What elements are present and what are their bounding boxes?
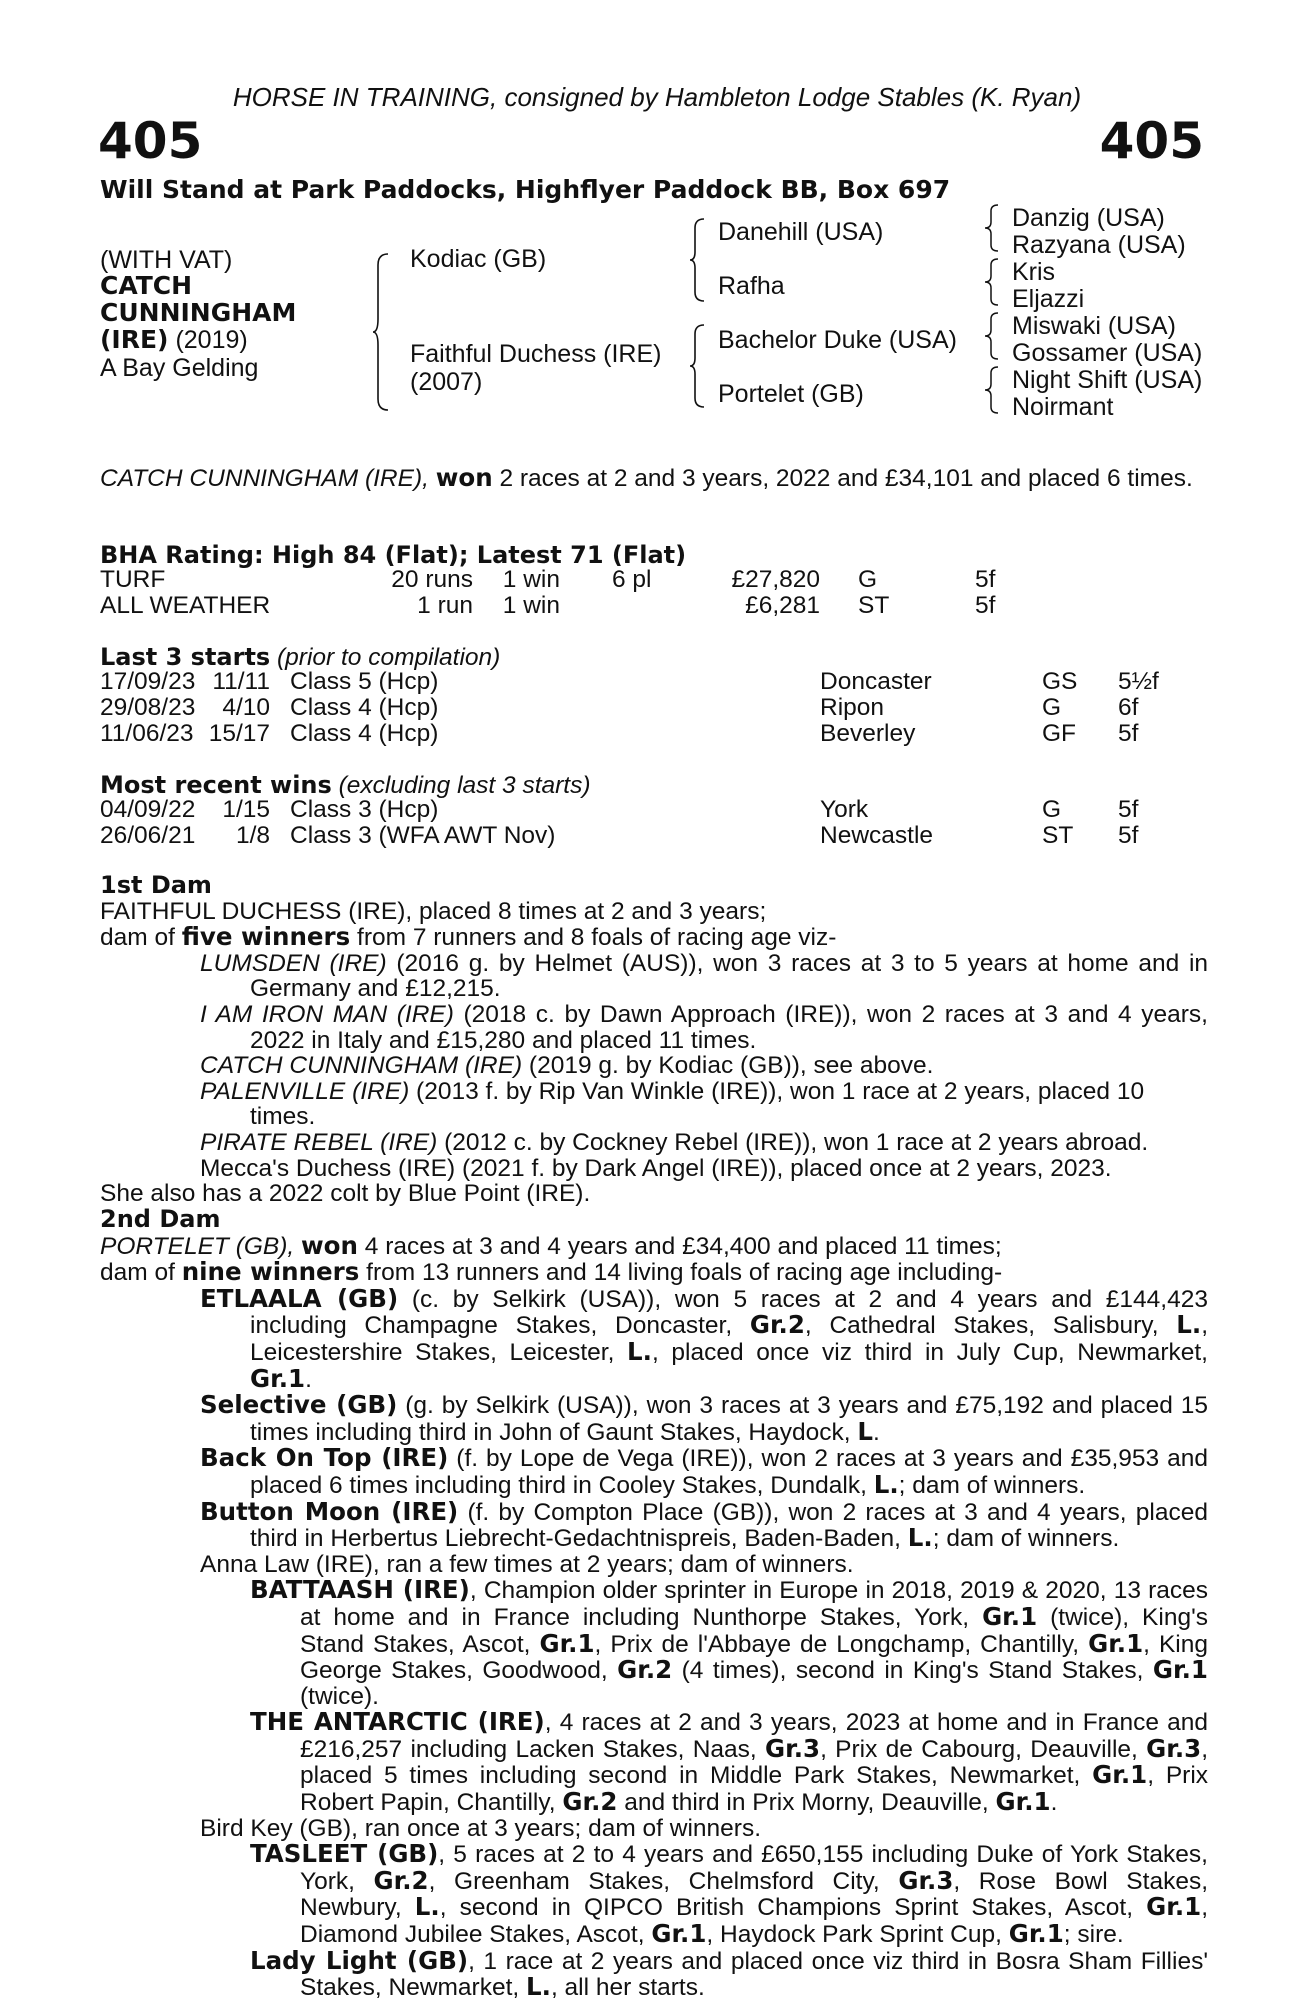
- produce-item: Back On Top (IRE) (f. by Lope de Vega (IRE)), won 2 races at 3 years and £35,953 and placed 6 times including third in Cooley Stakes, Dundalk, L.; dam of winners.: [200, 1443, 1208, 1499]
- produce-item: CATCH CUNNINGHAM (IRE) (2019 g. by Kodiac (GB)), see above.: [200, 1052, 934, 1080]
- rating-table: TURF 20 runs 1 win 6 pl £27,820 G 5f ALL WEATHER 1 run 1 win £6,281 ST 5f: [100, 566, 996, 619]
- first-dam-title: 1st Dam: [100, 871, 212, 899]
- pedigree-brace-1: [372, 253, 392, 411]
- lot-number-left: 405: [98, 112, 203, 170]
- last3-table: 17/09/23 11/11 Class 5 (Hcp) Doncaster GS 5½f 29/08/23 4/10 Class 4 (Hcp) Ripon G 6f 11/06/23 15/17 Class 4 (Hcp) Beverley GF 5f: [100, 668, 1159, 747]
- ancestor-8: Noirmant: [1012, 393, 1114, 421]
- dam-year: (2007): [410, 368, 483, 396]
- second-dam-produce: dam of nine winners from 13 runners and 14 living foals of racing age including-: [100, 1257, 1003, 1287]
- grand-produce-item: THE ANTARCTIC (IRE), 4 races at 2 and 3 years, 2023 at home and in France and £216,257 including Lacken Stakes, Naas, Gr.3, Prix de Cabourg, Deauville, Gr.3, placed 5 times including second in Middle Park Stakes, Newmarket, Gr.1, Prix Robert Papin, Chantilly, Gr.2 and third in Prix Morny, Deauville, Gr.1.: [250, 1707, 1209, 1817]
- ancestor-7: Night Shift (USA): [1012, 366, 1203, 394]
- rating-title: BHA Rating: High 84 (Flat); Latest 71 (Flat): [100, 541, 687, 569]
- produce-item: Anna Law (IRE), ran a few times at 2 years; dam of winners.: [200, 1550, 854, 1578]
- dam: Faithful Duchess (IRE): [410, 340, 662, 368]
- produce-item: PIRATE REBEL (IRE) (2012 c. by Cockney Rebel (IRE)), won 1 race at 2 years abroad.: [200, 1128, 1149, 1156]
- ancestor-4: Eljazzi: [1012, 285, 1085, 313]
- first-dam-note: She also has a 2022 colt by Blue Point (IRE).: [100, 1180, 591, 1208]
- first-dam-section: [100, 873, 1208, 1207]
- race-summary: CATCH CUNNINGHAM (IRE), won 2 races at 2 and 3 years, 2022 and £34,101 and placed 6 times.: [100, 463, 1193, 492]
- first-dam-line: FAITHFUL DUCHESS (IRE), placed 8 times at 2 and 3 years;: [100, 897, 767, 925]
- ancestor-1: Danzig (USA): [1012, 204, 1165, 232]
- pedigree-brace-2: [689, 218, 707, 302]
- horse-description: A Bay Gelding: [100, 354, 259, 382]
- ancestor-3: Kris: [1012, 258, 1056, 286]
- pedigree-brace-5: [984, 258, 1000, 306]
- recent-wins-table: 04/09/22 1/15 Class 3 (Hcp) York G 5f 26/06/21 1/8 Class 3 (WFA AWT Nov) Newcastle ST 5f: [100, 796, 1139, 849]
- stand-info: Will Stand at Park Paddocks, Highflyer Paddock BB, Box 697: [100, 175, 951, 204]
- produce-item: Mecca's Duchess (IRE) (2021 f. by Dark Angel (IRE)), placed once at 2 years, 2023.: [200, 1154, 1112, 1182]
- horse-name-2: CUNNINGHAM: [100, 298, 297, 327]
- sire-dam: Rafha: [718, 272, 785, 300]
- produce-item: Selective (GB) (g. by Selkirk (USA)), won 3 races at 3 years and £75,192 and placed 15 times including third in John of Gaunt Stakes, Haydock, L.: [200, 1390, 1208, 1446]
- second-dam-section: [100, 1207, 1208, 2001]
- first-dam-produce: dam of five winners from 7 runners and 8 foals of racing age viz-: [100, 922, 837, 952]
- recent-wins-title: Most recent wins (excluding last 3 starts): [100, 771, 591, 799]
- lot-number-right: 405: [1099, 112, 1204, 170]
- horse-name-1: CATCH: [100, 271, 193, 300]
- grand-produce-item: TASLEET (GB), 5 races at 2 to 4 years and £650,155 including Duke of York Stakes, York, Gr.2, Greenham Stakes, Chelmsford City, Gr.3, Rose Bowl Stakes, Newbury, L., second in QIPCO British Champions Sprint Stakes, Ascot, Gr.1, Diamond Jubilee Stakes, Ascot, Gr.1, Haydock Park Sprint Cup, Gr.1; sire.: [250, 1839, 1209, 1949]
- horse-name-3: (IRE) (2019): [100, 325, 248, 354]
- grand-produce-item: Lady Light (GB), 1 race at 2 years and placed once viz third in Bosra Sham Fillies' Stakes, Newmarket, L., all her starts.: [250, 1945, 1208, 2001]
- produce-item: Bird Key (GB), ran once at 3 years; dam of winners.: [200, 1814, 762, 1842]
- sire-sire: Danehill (USA): [718, 218, 884, 246]
- pedigree-brace-4: [984, 204, 1000, 252]
- horse-vat: (WITH VAT): [100, 246, 233, 274]
- pedigree-brace-3: [689, 324, 707, 408]
- ancestor-5: Miswaki (USA): [1012, 312, 1176, 340]
- ancestor-2: Razyana (USA): [1012, 231, 1186, 259]
- pedigree-brace-6: [984, 312, 1000, 360]
- pedigree-brace-7: [984, 366, 1000, 414]
- second-dam-title: 2nd Dam: [100, 1205, 221, 1233]
- dam-dam: Portelet (GB): [718, 380, 864, 408]
- dam-sire: Bachelor Duke (USA): [718, 326, 957, 354]
- last3-title: Last 3 starts (prior to compilation): [100, 643, 501, 671]
- produce-item: Button Moon (IRE) (f. by Compton Place (GB)), won 2 races at 3 and 4 years, placed third in Herbertus Liebrecht-Gedachtnispreis, Baden-Baden, L.; dam of winners.: [200, 1496, 1208, 1553]
- produce-item: LUMSDEN (IRE) (2016 g. by Helmet (AUS)), won 3 races at 3 to 5 years at home and in Germany and £12,215.: [200, 949, 1209, 1003]
- ancestor-6: Gossamer (USA): [1012, 339, 1203, 367]
- sire: Kodiac (GB): [410, 245, 547, 273]
- page-header: HORSE IN TRAINING, consigned by Hambleton Lodge Stables (K. Ryan): [232, 82, 1082, 112]
- produce-item: PALENVILLE (IRE) (2013 f. by Rip Van Winkle (IRE)), won 1 race at 2 years, placed 10 times.: [200, 1077, 1145, 1131]
- second-dam-line: PORTELET (GB), won 4 races at 3 and 4 years and £34,400 and placed 11 times;: [100, 1230, 1002, 1260]
- produce-item: ETLAALA (GB) (c. by Selkirk (USA)), won 5 races at 2 and 4 years and £144,423 including Champagne Stakes, Doncaster, Gr.2, Cathedral Stakes, Salisbury, L., Leicestershire Stakes, Leicester, L., placed once viz third in July Cup, Newmarket, Gr.1.: [200, 1283, 1208, 1393]
- grand-produce-item: BATTAASH (IRE), Champion older sprinter in Europe in 2018, 2019 & 2020, 13 races at home and in France including Nunthorpe Stakes, York, Gr.1 (twice), King's Stand Stakes, Ascot, Gr.1, Prix de l'Abbaye de Longchamp, Chantilly, Gr.1, King George Stakes, Goodwood, Gr.2 (4 times), second in King's Stand Stakes, Gr.1 (twice).: [250, 1575, 1209, 1710]
- produce-item: I AM IRON MAN (IRE) (2018 c. by Dawn Approach (IRE)), won 2 races at 3 and 4 years, 2022 in Italy and £15,280 and placed 11 times.: [200, 1000, 1208, 1054]
